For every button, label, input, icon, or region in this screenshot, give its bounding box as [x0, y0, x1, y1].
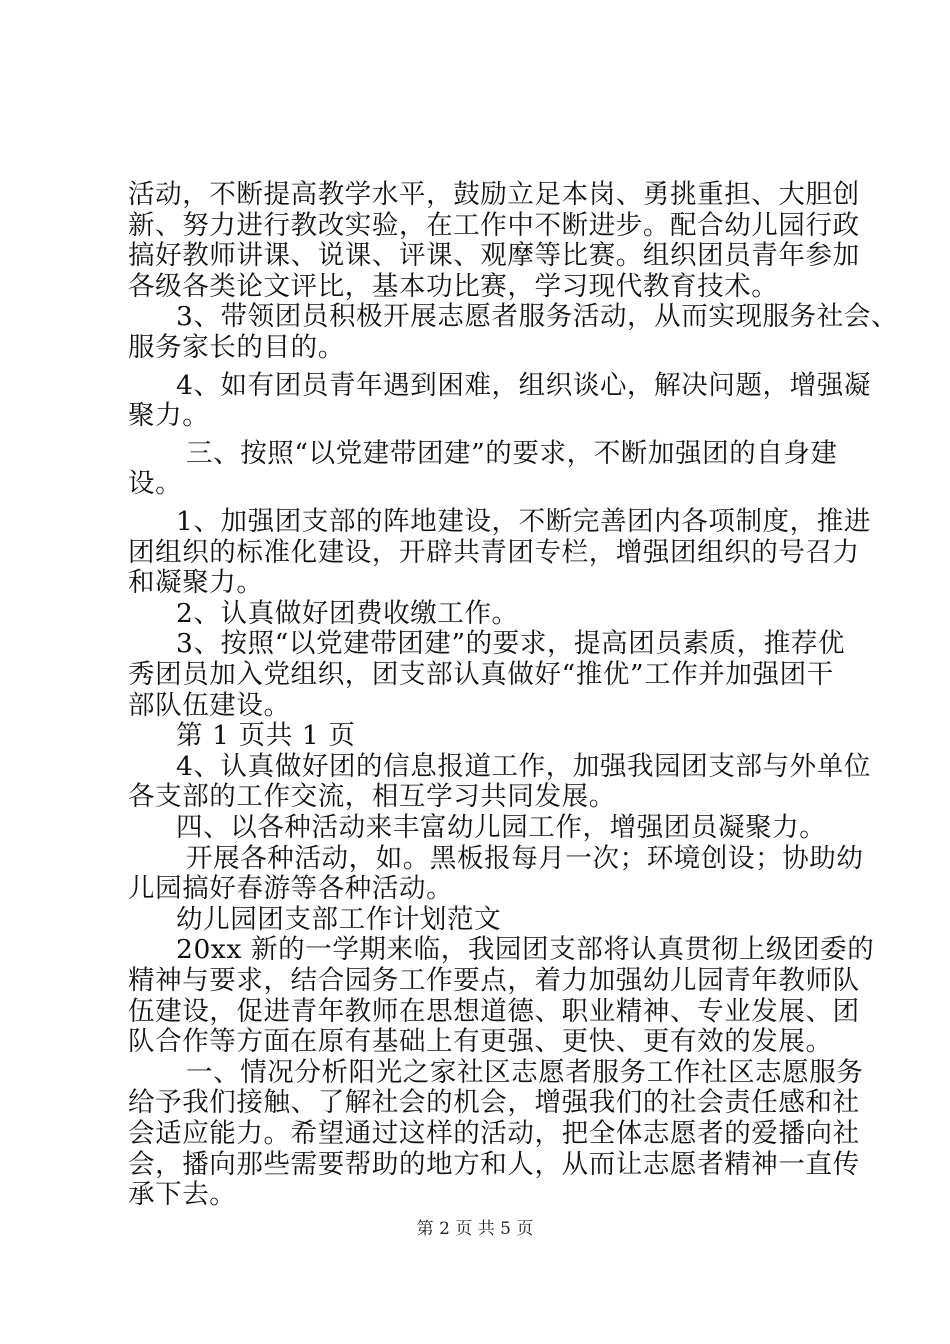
- text-line: 给予我们接触、了解社会的机会，增强我们的社会责任感和社: [128, 1087, 860, 1119]
- text-line: 秀团员加入党组织，团支部认真做好“推优”工作并加强团干: [128, 659, 834, 690]
- text-line: 3、带领团员积极开展志愿者服务活动，从而实现服务社会、: [176, 301, 899, 333]
- text-line: 队合作等方面在原有基础上有更强、更快、更有效的发展。: [128, 1026, 833, 1058]
- text-line: 3、按照“以党建带团建”的要求，提高团员素质，推荐优: [176, 628, 846, 660]
- text-line: 承下去。: [128, 1179, 237, 1211]
- text-line: 四、以各种活动来丰富幼儿园工作，增强团员凝聚力。: [176, 812, 827, 843]
- text-line: 1、加强团支部的阵地建设，不断完善团内各项制度，推进: [176, 506, 871, 537]
- text-line: 会适应能力。希望通过这样的活动，把全体志愿者的爱播向社: [128, 1118, 860, 1149]
- text-line: 2、认真做好团费收缴工作。: [176, 597, 519, 629]
- page-footer: 第 2 页 共 5 页: [416, 1219, 534, 1239]
- text-line: 新、努力进行教改实验，在工作中不断进步。配合幼儿园行政: [128, 209, 860, 241]
- text-line: 4、认真做好团的信息报道工作，加强我园团支部与外单位: [176, 750, 871, 782]
- text-line: 第 1 页共 1 页: [176, 720, 356, 752]
- text-line: 一、情况分析阳光之家社区志愿者服务工作社区志愿服务: [186, 1056, 864, 1088]
- text-line: 和凝聚力。: [128, 567, 264, 599]
- text-line: 各级各类论文评比，基本功比赛，学习现代教育技术。: [128, 270, 779, 302]
- text-line: 开展各种活动，如。黑板报每月一次；环境创设；协助幼: [186, 842, 864, 874]
- text-line: 20xx 新的一学期来临，我园团支部将认真贯彻上级团委的: [176, 934, 875, 966]
- text-line: 儿园搞好春游等各种活动。: [128, 873, 454, 905]
- text-line: 精神与要求，结合园务工作要点，着力加强幼儿园青年教师队: [128, 965, 860, 996]
- text-line: 部队伍建设。: [128, 689, 291, 721]
- text-line: 三、按照“以党建带团建”的要求，不断加强团的自身建: [186, 437, 838, 469]
- text-line: 设。: [128, 468, 183, 500]
- text-line: 4、如有团员青年遇到困难，组织谈心，解决问题，增强凝: [176, 369, 871, 401]
- text-line: 各支部的工作交流，相互学习共同发展。: [128, 781, 616, 813]
- text-line: 会，播向那些需要帮助的地方和人，从而让志愿者精神一直传: [128, 1148, 860, 1180]
- text-line: 团组织的标准化建设，开辟共青团专栏，增强团组织的号召力: [128, 536, 860, 568]
- text-line: 伍建设，促进青年教师在思想道德、职业精神、专业发展、团: [128, 995, 860, 1027]
- text-line: 幼儿园团支部工作计划范文: [176, 903, 502, 935]
- text-line: 服务家长的目的。: [128, 332, 345, 363]
- text-line: 活动，不断提高教学水平，鼓励立足本岗、勇挑重担、大胆创: [128, 179, 860, 210]
- text-line: 聚力。: [128, 400, 210, 432]
- text-line: 搞好教师讲课、说课、评课、观摩等比赛。组织团员青年参加: [128, 240, 860, 272]
